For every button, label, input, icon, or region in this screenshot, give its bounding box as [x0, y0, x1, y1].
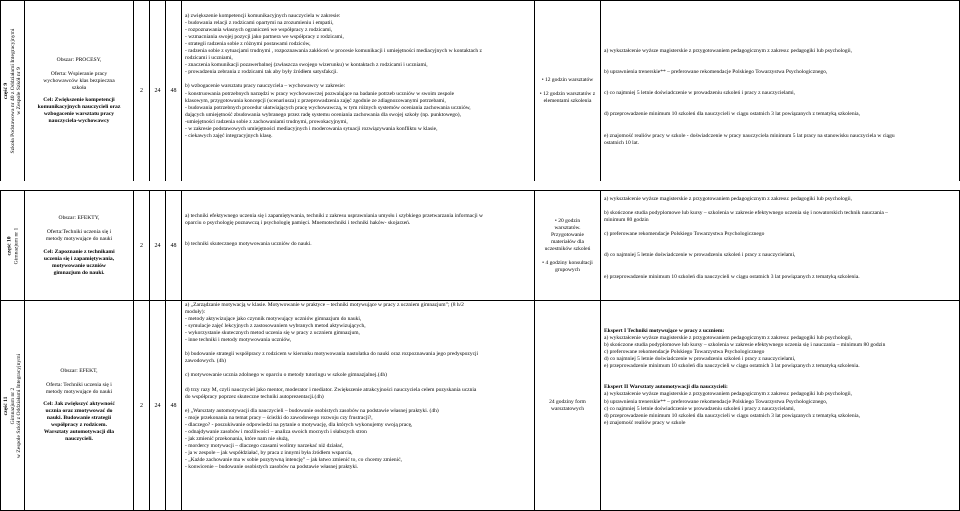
part-label: część 11 Gimnazjum nr 2 w Zespole Szkół z Oddziałami Integracyjnymi — [2, 353, 22, 458]
area-offer-goal-cell: Obszar: EFEKTY, Oferta:Techniki uczenia się i metody motywujące do nauki Cel: Zapoznanie z technikami uczenia się i zapamiętywania, motywowanie uczniów gimnazjum do nauki. — [24, 191, 133, 301]
part-label-cell — [0, 301, 24, 510]
part-label-cell — [0, 191, 24, 301]
training-forms: 24 godziny form warsztatowych — [534, 301, 600, 510]
trainer-requirements: Ekspert I Techniki motywujące w pracy z uczniem: a) wykształcenie wyższe magisterskie z przygotowaniem pedagogicznym z zakresu: pedagogiki lub psychologii, b) skończone studia podyplomowe lub kursy – szkolenia w zakresie efektywnego uczenia się i nauczania – minimum 80 godzin c) preferowane rekomendacje Polskiego Towarzystwa Psychologicznego d) co najmniej 5 letnie doświadczenie w prowadzeniu szkoleń i pracy z nauczycielami, e) przeprowadzenie minimum 10 szkoleń dla nauczycieli w ciągu ostatnich 3 lat powiązanych z tematyką szkolenia. Ekspert II Warsztaty automotywacji dla nauczycieli: a) wykształcenie wyższe magisterskie z przygotowaniem pedagogicznym z zakresu: pedagogiki lub psychologii, b) uprawnienia trenerskie** – preferowane rekomendacje Polskiego Towarzystwa Psychologicznego, c) co najmniej 5 letnie doświadczenie w prowadzeniu szkoleń i pracy z nauczycielami, d) przeprowadzenie minimum 10 szkoleń dla nauczycieli w ciągu ostatnich 3 lat powiązanych z tematyką szkolenia, e) znajomość realiów pracy w szkole — [600, 301, 960, 510]
hours-per-group: 24 — [149, 301, 165, 510]
part-label: część 10 Gimnazjum nr 1 — [5, 227, 19, 265]
part-label-cell — [0, 1, 24, 181]
hours-total: 48 — [165, 191, 181, 301]
table-row-part-10 — [0, 190, 960, 301]
groups-count: 2 — [133, 1, 149, 181]
training-forms: • 12 godzin warsztatów • 12 godzin warsztatów z elementami szkolenia — [534, 1, 600, 181]
trainer-requirements: a) wykształcenie wyższe magisterskie z przygotowaniem pedagogicznym z zakresu: pedagogiki lub psychologii, b) skończone studia podyplomowe lub kursy – szkolenia w zakresie efektywnego uczenia się i nowatorskich technik nauczania – minimum 80 godzin c) preferowane rekomendacje Polskiego Towarzystwa Psychologicznego d) co najmniej 5 letnie doświadczenie w prowadzeniu szkoleń i pracy z nauczycielami, e) przeprowadzenie minimum 10 szkoleń dla nauczycieli w ciągu ostatnich 3 lat powiązanych z tematyką szkolenia. — [600, 191, 960, 301]
trainer-requirements: a) wykształcenie wyższe magisterskie z przygotowaniem pedagogicznym z zakresu: pedagogiki lub psychologii, b) uprawnienia trenerskie** – preferowane rekomendacje Polskiego Towarzystwa Psychologicznego, c) co najmniej 5 letnie doświadczenie w prowadzeniu szkoleń i pracy z nauczycielami, d) przeprowadzenie minimum 10 szkoleń dla nauczycieli w ciągu ostatnich 3 lat powiązanych z tematyką szkolenia, e) znajomość realiów pracy w szkole - doświadczenie w pracy nauczyciela minimum 5 lat pracy na stanowisku nauczyciela w ciągu ostatnich 10 lat. — [600, 1, 960, 181]
area-offer-goal-cell: Obszar: EFEKT, Oferta: Techniki uczenia się i metody motywujące do nauki Cel: Jak zwiększyć aktywność ucznia oraz zmotywować do nauki. Budowanie strategii współpracy z rodzicem. Warsztaty automotywacji dla nauczycieli. — [24, 301, 133, 510]
groups-count: 2 — [133, 301, 149, 510]
table-row-part-9 — [0, 0, 960, 181]
training-content: a) techniki efektywnego uczenia się i zapamiętywania, techniki z zakresu usprawniania umysłu i szybkiego przetwarzania informacji w oparciu o psychologię poznawczą i psychologię pamięci. Mnemotechniki i techniki haków- skojarzeń. b) techniki skutecznego motywowania uczniów do nauki. — [181, 191, 534, 301]
hours-total: 48 — [165, 1, 181, 181]
training-forms: • 20 godzin warsztatów. Przygotowanie materiałów dla uczestników szkoleń • 4 godziny konsultacji grupowych — [534, 191, 600, 301]
hours-per-group: 24 — [149, 191, 165, 301]
groups-count: 2 — [133, 191, 149, 301]
area-offer-goal-cell: Obszar: PROCESY, Oferta: Wspieranie pracy wychowawców klas bezpieczna szkoła Cel: Zwiększenie kompetencji komunikacyjnych nauczycieli oraz wzbogacenie warsztatu pracy nauczyciela-wychowawcy — [24, 1, 133, 181]
training-content: a) „Zarządzanie motywacją w klasie. Motywowanie w praktyce – techniki motywujące w pracy z uczniem gimnazjum”; (8 h/2 moduły): - metody aktywizujące jako czynnik motywujący uczniów gimnazjum do nauki, - symulacje zajęć lekcyjnych z zastosowaniem wybranych metod aktywizujących, - wykorzystanie skutecznych metod uczenia się w pracy z uczniem gimnazjum, - inne techniki i metody motywowania uczniów, b) budowanie strategii współpracy z rodzicem w kierunku motywowania nastolatka do nauki oraz rozpoznawania jego predyspozycji zawodowych. (4h) c) motywowanie ucznia zdolnego w oparciu o metody tutoringu w szkole gimnazjalnej.(4h) d) trzy razy M, czyli nauczyciel jako mentor, moderator i mediator. Zwiększenie atrakcyjności nauczyciela celem pozyskania ucznia do współpracy poprzez skuteczne techniki autoprezentacji.(4h) e) „Warsztaty automotywacji dla nauczycieli – budowanie osobistych zasobów na podstawie własnej praktyki. (4h) - moje przekonania na temat pracy – ścieżki do zawodowego rozwoju czy frustracji?, - dlaczego? - poszukiwanie odpowiedzi na pytanie o motywację, dla których wykonujemy swoją pracę, - odnajdywanie zasobów i możliwości – analiza swoich mocnych i słabszych stron - jak zmienić przekonania, które nam nie służą, - mordercy motywacji – dlaczego czasami wolimy narzekać niż działać, - ja w zespole – jak współdziałać, by praca z innymi była źródłem wsparcia, - „Każde zachowanie ma w sobie pozytywną intencję” – jak łatwo zmienić to, co chcemy zmienić, - konwicenie – budowanie osobistych zasobów na podstawie własnej praktyki. — [181, 301, 534, 510]
table-row-part-11 — [0, 300, 960, 511]
training-content: a) zwiększenie kompetencji komunikacyjnych nauczyciela w zakresie: - budowania relacji z rodzicami opartymi na zrozumieniu i empatii, - rozpoznawania własnych ograniczeń we współpracy z rodzicami, - wzmacniania swojej pozycji jako partnera we współpracy z rodzicami, - strategii radzenia sobie z różnymi postawami rodziców, - radzenia sobie z sytuacjami trudnymi , rozpoznawania zakłóceń w procesie komunikacji i umiejętności mediacyjnych w kontaktach z rodzicami i uczniami, - znaczenia komunikacji pozawerbalnej (zwłaszcza swojego wizerunku) w kontaktach z rodzicami i uczniami, - prowadzenia zebrania z rodzicami tak aby były źródłem satysfakcji. b) wzbogacenie warsztatu pracy nauczyciela – wychowawcy w zakresie: - konstruowania potrzebnych narzędzi w pracy wychowawczej pozwalające na badanie potrzeb uczniów w swoim zespole klasowym, przygotowania koncepcji (scenariusza) z przeprowadzenia zajęć zgodnie ze zdiagnozowanymi potrzebami, - budowania potrzebnych procedur ułatwiających pracę wychowawczą, w tym różnych systemów oceniania zachowania uczniów, dających umiejętność zbudowania wybranego przez radę systemu oceniania zachowania dla swojej szkoły (np. punktowego), -umiejętności radzenia sobie z zachowaniami trudnymi, prowokacyjnymi, - w zakresie podstawowych umiejętności mediacyjnych i moderowania sytuacji rozwiązywania konfliktu w klasie, - ciekawych zajęć integracyjnych klasę. — [181, 1, 534, 181]
hours-per-group: 24 — [149, 1, 165, 181]
part-label: część 9 Szkoła Podstawowa nr 40 z Oddziałami Integracyjnymi w Zespole Szkół nr 9 — [2, 28, 22, 154]
hours-total: 48 — [165, 301, 181, 510]
